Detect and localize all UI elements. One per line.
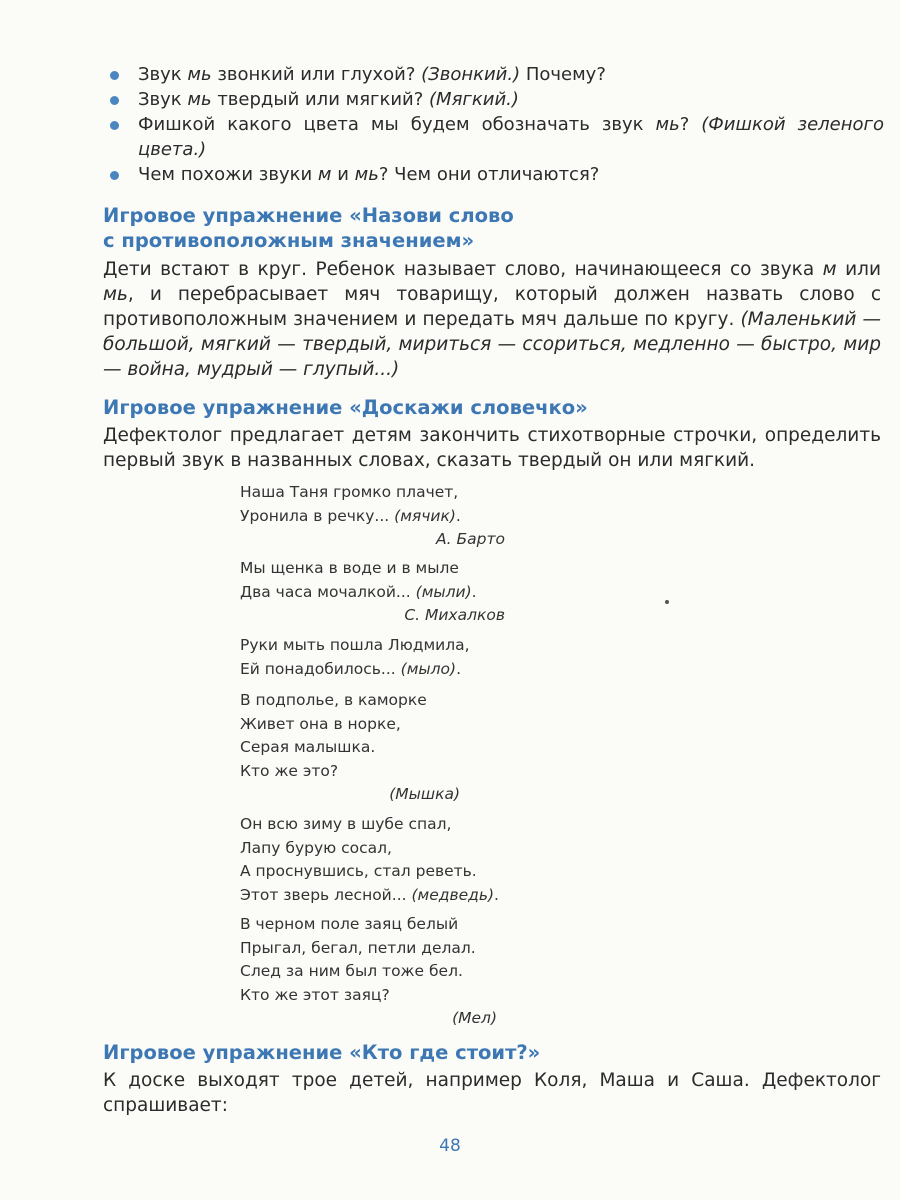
bullet-dot xyxy=(110,171,119,180)
examples-text: (Маленький — большой, мягкий — твердый, мириться — ссориться, медленно — быстро, мир — война, мудрый — глупый...) xyxy=(103,309,881,380)
poem-line: Уронила в речку... (мячик). xyxy=(240,506,461,525)
poem-line: Лапу бурую сосал, xyxy=(240,838,392,857)
poem-line: Два часа мочалкой... (мыли). xyxy=(240,582,477,601)
list-item xyxy=(104,112,884,162)
list-item xyxy=(104,87,884,112)
heading-line: с противоположным значением» xyxy=(103,229,475,252)
bullet-text-3-continued: цвета.) xyxy=(138,139,207,160)
poem-line: А проснувшись, стал реветь. xyxy=(240,862,477,880)
poem-line: Кто же этот заяц? xyxy=(240,985,390,1004)
text-fragment: или xyxy=(836,259,881,280)
page-number: 48 xyxy=(439,1136,461,1156)
poem-4 xyxy=(240,689,460,807)
text-fragment: (Звонкий.) xyxy=(421,64,521,85)
text-fragment: Звук xyxy=(138,89,188,110)
text-fragment: мь xyxy=(103,284,128,305)
poem-author: А. Барто xyxy=(436,530,505,548)
text-fragment: мь xyxy=(187,89,212,110)
bullet-dot xyxy=(110,121,119,130)
text-fragment: мь xyxy=(187,64,212,85)
poem-line: Наша Таня громко плачет, xyxy=(240,483,459,501)
text-fragment: звонкий или глухой? xyxy=(211,64,422,85)
question-list xyxy=(104,62,884,187)
section-text-who-stands: К доске выходят трое детей, например Коля, Маша и Саша. Дефектолог спрашивает: xyxy=(103,1070,881,1116)
poem-line: Серая малышка. xyxy=(240,738,376,756)
bullet-dot xyxy=(110,71,119,80)
text-fragment: ? xyxy=(679,114,702,135)
section-text-antonyms xyxy=(103,257,881,382)
text-fragment: (Фишкой зеленого xyxy=(701,114,885,135)
poem-author: С. Михалков xyxy=(404,606,505,624)
text-fragment: мь xyxy=(655,114,680,135)
poem-line: Живет она в норке, xyxy=(240,714,401,733)
section-heading-antonyms xyxy=(103,203,514,253)
text-fragment: мь xyxy=(354,164,379,185)
poem-6 xyxy=(240,913,497,1031)
poem-line: Он всю зиму в шубе спал, xyxy=(240,815,452,833)
poem-2 xyxy=(240,557,505,628)
bullet-dot xyxy=(110,96,119,105)
poem-line: В подполье, в каморке xyxy=(240,691,427,709)
poem-3 xyxy=(240,634,505,681)
bullet-text-2 xyxy=(138,89,519,110)
poem-1 xyxy=(240,481,505,552)
text-fragment: (Мягкий.) xyxy=(429,89,519,110)
poem-line: Этот зверь лесной... (медведь). xyxy=(240,885,499,904)
poem-line: В черном поле заяц белый xyxy=(240,915,459,933)
text-fragment: Почему? xyxy=(520,64,606,85)
section-text-finish-word: Дефектолог предлагает детям закончить стихотворные строчки, определить первый звук в названных словах, сказать твердый он или мягкий. xyxy=(103,425,881,471)
text-fragment: , и перебрасывает мяч товарищу, который должен назвать слово с противоположным значением и передать мяч дальше по кругу. xyxy=(103,284,881,330)
text-fragment: твердый или мягкий? xyxy=(211,89,430,110)
poem-5 xyxy=(240,813,540,907)
list-item xyxy=(104,62,884,87)
poem-line: Ей понадобилось... (мыло). xyxy=(240,659,461,678)
section-heading-who-stands: Игровое упражнение «Кто где стоит?» xyxy=(103,1041,541,1064)
print-speck xyxy=(665,600,669,604)
poem-line: Прыгал, бегал, петли делал. xyxy=(240,938,476,957)
text-fragment: м xyxy=(317,164,332,185)
text-fragment: Звук xyxy=(138,64,188,85)
poem-line: След за ним был тоже бел. xyxy=(240,962,463,980)
list-item xyxy=(104,162,884,187)
poem-line: Мы щенка в воде и в мыле xyxy=(240,559,459,577)
text-fragment: м xyxy=(822,259,837,280)
poem-line: Руки мыть пошла Людмила, xyxy=(240,636,470,654)
poem-line: Кто же это? xyxy=(240,761,339,780)
text-fragment: Чем похожи звуки xyxy=(138,164,318,185)
text-fragment: Дети встают в круг. Ребенок называет слово, начинающееся со звука xyxy=(103,259,823,280)
riddle-answer: (Мышка) xyxy=(389,785,460,803)
section-heading-finish-word: Игровое упражнение «Доскажи словечко» xyxy=(103,396,588,419)
text-fragment: и xyxy=(331,164,355,185)
text-fragment: Фишкой какого цвета мы будем обозначать звук xyxy=(138,114,656,135)
bullet-text-1 xyxy=(138,64,606,85)
bullet-text-4 xyxy=(138,164,599,185)
text-fragment: ? Чем они отличаются? xyxy=(378,164,600,185)
riddle-answer: (Мел) xyxy=(452,1009,497,1027)
heading-line: Игровое упражнение «Назови слово xyxy=(103,204,514,227)
bullet-text-3 xyxy=(138,112,884,137)
